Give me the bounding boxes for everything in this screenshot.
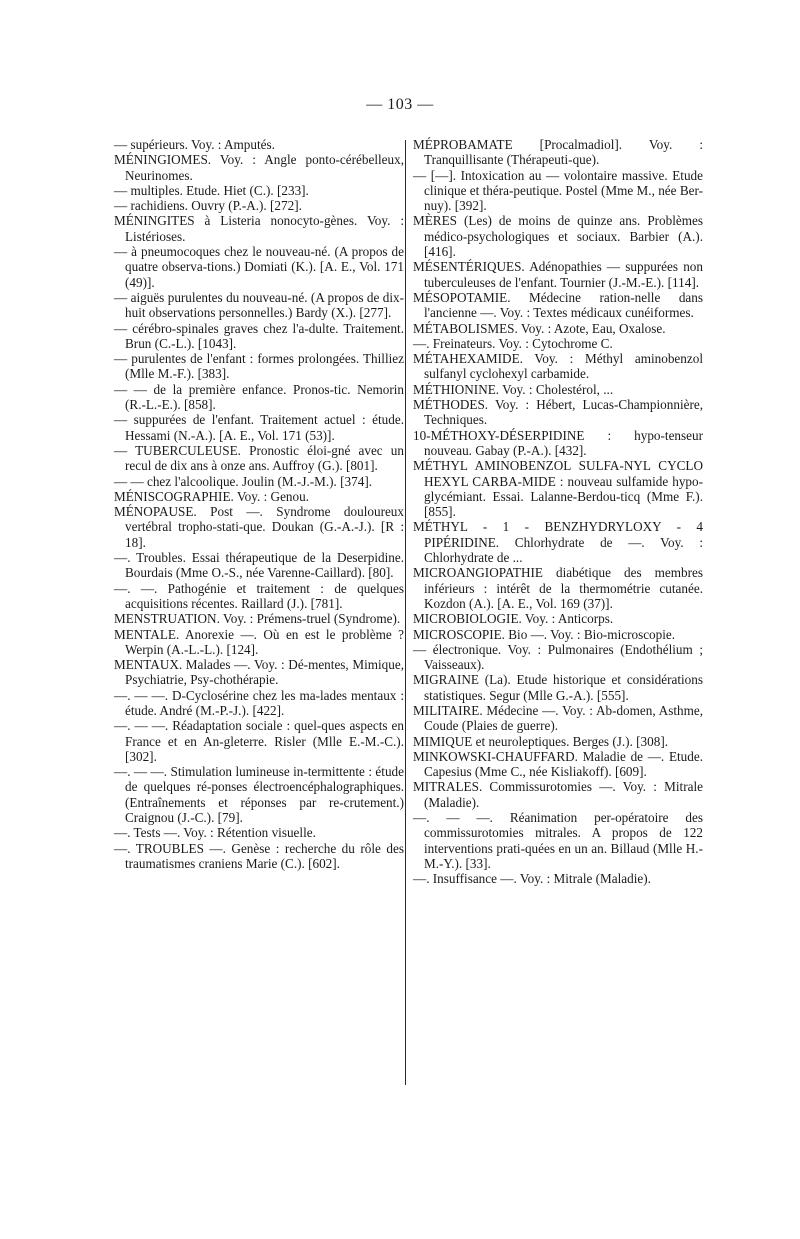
right-column [413, 137, 703, 887]
index-entry: — à pneumocoques chez le nouveau-né. (A propos de quatre observa-tions.) Domiati (K.). [A. E., Vol. 171 (49)]. [114, 244, 404, 290]
index-entry: —. Troubles. Essai thérapeutique de la Deserpidine. Bourdais (Mme O.-S., née Varenne-Caillard). [80]. [114, 550, 404, 581]
left-column [114, 137, 404, 871]
index-entry: —. Insuffisance —. Voy. : Mitrale (Maladie). [413, 871, 651, 887]
index-entry: MÉNOPAUSE. Post —. Syndrome douloureux vertébral tropho-stati-que. Doukan (G.-A.-J.). [R : 18]. [114, 504, 404, 550]
index-entry: MINKOWSKI-CHAUFFARD. Maladie de —. Etude. Capesius (Mme C., née Kisliakoff). [609]. [413, 748, 703, 780]
index-entry: — suppurées de l'enfant. Traitement actuel : étude. Hessami (N.-A.). [A. E., Vol. 171 (53)]. [114, 412, 404, 443]
index-entry: MÉTHIONINE. Voy. : Cholestérol, ... [413, 381, 614, 397]
index-entry: — supérieurs. Voy. : Amputés. [114, 137, 275, 152]
index-entry: —. — —. Réadaptation sociale : quel-ques aspects en France et en An-gleterre. Risler (Mlle E.-M.-C.). [302]. [114, 718, 404, 764]
index-entry: — purulentes de l'enfant : formes prolongées. Thilliez (Mlle M.-F.). [383]. [114, 351, 404, 382]
index-entry: MÉPROBAMATE [Procalmadiol]. Voy. : Tranquillisante (Thérapeuti-que). [413, 137, 703, 168]
index-entry: MÉNISCOGRAPHIE. Voy. : Genou. [114, 488, 310, 504]
index-entry: MÉTHYL AMINOBENZOL SULFA-NYL CYCLO HEXYL CARBA-MIDE : nouveau sulfamide hypo-glycémiant. Essai. Lalanne-Berdou-ticq (Mme F.). [855]. [413, 458, 703, 520]
index-entry: — cérébro-spinales graves chez l'a-dulte. Traitement. Brun (C.-L.). [1043]. [114, 320, 404, 351]
index-entry: MENTAUX. Malades —. Voy. : Dé-mentes, Mimique, Psychiatrie, Psy-chothérapie. [114, 657, 404, 688]
index-entry: —. — —. Stimulation lumineuse in-termittente : étude de quelques ré-ponses électroencéphalographiques. (Entraînements et réponses par re-crutement.) Craignou (J.-C.). [79]. [114, 764, 404, 826]
index-entry: MÉTAHEXAMIDE. Voy. : Méthyl aminobenzol sulfanyl cyclohexyl carbamide. [413, 351, 703, 382]
index-entry: MICROANGIOPATHIE diabétique des membres inférieurs : intérêt de la thermométrie cutanée. Kozdon (A.). [A. E., Vol. 169 (37)]. [413, 565, 703, 611]
index-entry: MÉSENTÉRIQUES. Adénopathies — suppurées non tuberculeuses de l'enfant. Tournier (J.-M.-E.). [114]. [413, 259, 703, 290]
index-entry: —. Freinateurs. Voy. : Cytochrome C. [413, 335, 613, 351]
index-entry: — — de la première enfance. Pronos-tic. Nemorin (R.-L.-E.). [858]. [114, 381, 404, 413]
index-entry: MÉNINGITES à Listeria nonocyto-gènes. Voy. : Listérioses. [114, 213, 404, 244]
index-entry: MÉSOPOTAMIE. Médecine ration-nelle dans l'ancienne —. Voy. : Textes médicaux cunéiformes. [413, 289, 703, 321]
index-entry: MENTALE. Anorexie —. Où en est le problème ? Werpin (A.-L.-L.). [124]. [114, 626, 404, 657]
page-number: — 103 — [366, 96, 434, 113]
index-entry: — — chez l'alcoolique. Joulin (M.-J.-M.). [374]. [114, 473, 373, 489]
index-entry: MIGRAINE (La). Etude historique et considérations statistiques. Segur (Mlle G.-A.). [555]. [413, 672, 703, 703]
index-entry: — TUBERCULEUSE. Pronostic éloi-gné avec un recul de dix ans à onze ans. Auffroy (G.). [801]. [114, 442, 404, 474]
index-entry: —. TROUBLES —. Genèse : recherche du rôle des traumatismes craniens Marie (C.). [602]. [114, 840, 404, 871]
index-entry: — électronique. Voy. : Pulmonaires (Endothélium ; Vaisseaux). [413, 641, 703, 673]
index-entry: MÉNINGIOMES. Voy. : Angle ponto-cérébelleux, Neurinomes. [114, 152, 404, 183]
index-entry: — aiguës purulentes du nouveau-né. (A propos de dix-huit observations personnelles.) Bardy (X.). [277]. [114, 289, 404, 321]
index-entry: MENSTRUATION. Voy. : Prémens-truel (Syndrome). [114, 611, 401, 627]
index-entry: MICROSCOPIE. Bio —. Voy. : Bio-microscopie. [413, 626, 676, 642]
index-entry: —. — —. D-Cyclosérine chez les ma-lades mentaux : étude. André (M.-P.-J.). [422]. [114, 687, 404, 718]
index-entry: MÈRES (Les) de moins de quinze ans. Problèmes médico-psychologiques et sociaux. Barbier (A.). [416]. [413, 213, 703, 260]
index-entry: MICROBIOLOGIE. Voy. : Anticorps. [413, 611, 614, 627]
index-entry: —. — —. Réanimation per-opératoire des commissurotomies mitrales. A propos de 122 interventions prati-quées en un an. Billaud (Mlle H.-M.-Y.). [33]. [413, 810, 703, 871]
index-entry: MITRALES. Commissurotomies —. Voy. : Mitrale (Maladie). [413, 779, 703, 810]
index-entry: — rachidiens. Ouvry (P.-A.). [272]. [114, 198, 302, 214]
index-entry: MÉTHODES. Voy. : Hébert, Lucas-Championnière, Techniques. [413, 397, 703, 428]
index-entry: MILITAIRE. Médecine —. Voy. : Ab-domen, Asthme, Coude (Plaies de guerre). [413, 702, 703, 734]
index-entry: 10-MÉTHOXY-DÉSERPIDINE : hypo-tenseur nouveau. Gabay (P.-A.). [432]. [413, 427, 703, 458]
index-entry: MIMIQUE et neuroleptiques. Berges (J.). [308]. [413, 733, 669, 749]
index-entry: —. —. Pathogénie et traitement : de quelques acquisitions récentes. Raillard (J.). [781]. [114, 580, 404, 611]
index-entry: — [—]. Intoxication au — volontaire massive. Etude clinique et théra-peutique. Postel (Mme M., née Ber-nuy). [392]. [413, 167, 703, 214]
index-entry: —. Tests —. Voy. : Rétention visuelle. [114, 825, 316, 841]
index-entry: MÉTHYL - 1 - BENZHYDRYLOXY - 4 PIPÉRIDINE. Chlorhydrate de —. Voy. : Chlorhydrate de ... [413, 519, 703, 566]
index-entry: — multiples. Etude. Hiet (C.). [233]. [114, 182, 309, 198]
index-entry: MÉTABOLISMES. Voy. : Azote, Eau, Oxalose. [413, 320, 666, 336]
column-divider [405, 140, 406, 1085]
